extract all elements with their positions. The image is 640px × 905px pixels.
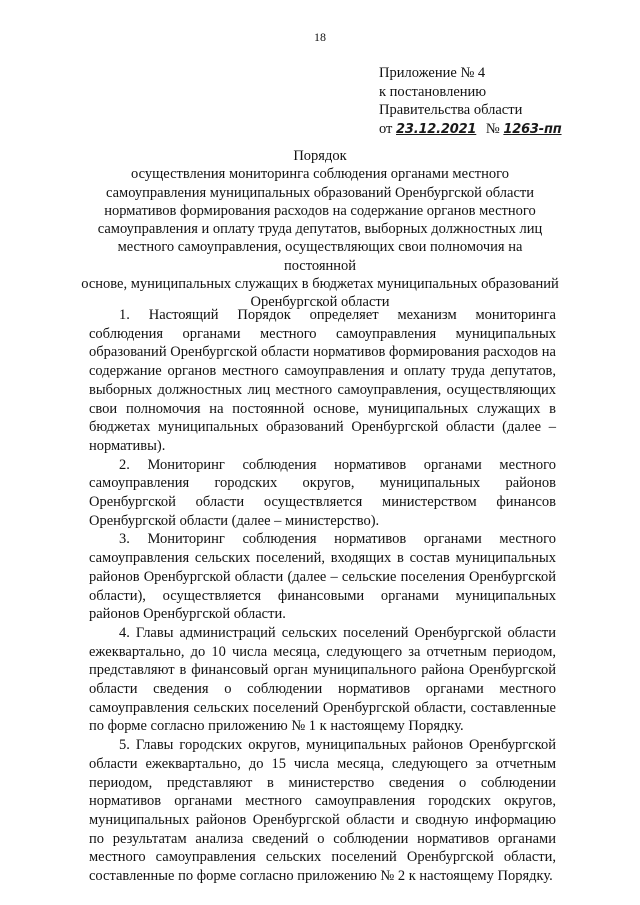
paragraph-5: 5. Главы городских округов, муниципальных районов Оренбургской области ежеквартально, до 15 числа месяца, следующего за отчетным периодом, представляют в министерство сведения о соблюдении нормативов органами местного самоуправления городских округов, муниципальных районов Оренбургской области и сводную информацию по результатам анализа сведений о соблюдении нормативов органами местного самоуправления сельских поселений Оренбургской области, составленные по форме согласно приложению № 2 к настоящему Порядку. <box>89 737 556 885</box>
number-prefix: № <box>485 120 500 137</box>
document-title: Порядок <box>293 148 347 164</box>
subtitle-line: осуществления мониторинга соблюдения органами местного <box>131 166 509 183</box>
date-prefix: от <box>379 120 393 137</box>
subtitle-line: самоуправления и оплату труда депутатов, выборных должностных лиц <box>97 221 543 238</box>
document-body <box>89 306 556 886</box>
subtitle-line: самоуправления муниципальных образований Оренбургской области <box>105 184 534 201</box>
handwritten-number: 1263-пп <box>503 121 562 137</box>
appendix-date-line <box>379 120 562 140</box>
document-title-block <box>80 147 560 312</box>
subtitle-line: нормативов формирования расходов на содержание органов местного <box>104 202 536 219</box>
appendix-block <box>379 64 562 139</box>
subtitle-line: Оренбургской области <box>250 294 390 311</box>
appendix-line-3: Правительства области <box>379 102 523 118</box>
handwritten-date: 23.12.2021 <box>396 121 477 137</box>
page-number: 18 <box>314 30 326 44</box>
appendix-line-1: Приложение № 4 <box>379 65 486 81</box>
appendix-line-2: к постановлению <box>379 83 487 100</box>
subtitle-line: местного самоуправления, осуществляющих свои полномочия на постоянной <box>117 239 523 274</box>
paragraph-1: 1. Настоящий Порядок определяет механизм мониторинга соблюдения органами местного самоуправления муниципальных образований Оренбургской области нормативов формирования расходов на содержание органов местного самоуправления и оплату труда депутатов, выборных должностных лиц местного самоуправления, осуществляющих свои полномочия на постоянной основе, муниципальных служащих в бюджетах муниципальных образований Оренбургской области (далее – нормативы). <box>89 307 556 454</box>
subtitle-line: основе, муниципальных служащих в бюджетах муниципальных образований <box>81 276 559 293</box>
paragraph-4: 4. Главы администраций сельских поселений Оренбургской области ежеквартально, до 10 числа месяца, следующего за отчетным периодом, представляют в финансовый орган муниципального района Оренбургской области сведения о соблюдении нормативов органами местного самоуправления сельских поселений Оренбургской области, составленные по форме согласно приложению № 1 к настоящему Порядку. <box>89 624 556 735</box>
paragraph-2: 2. Мониторинг соблюдения нормативов органами местного самоуправления городских округов, муниципальных районов Оренбургской области осуществляется министерством финансов Оренбургской области (далее – министерство). <box>89 456 556 529</box>
paragraph-3: 3. Мониторинг соблюдения нормативов органами местного самоуправления сельских поселений, входящих в состав муниципальных районов Оренбургской области (далее – сельские поселения Оренбургской области), осуществляется финансовыми органами муниципальных районов Оренбургской области. <box>89 531 556 623</box>
